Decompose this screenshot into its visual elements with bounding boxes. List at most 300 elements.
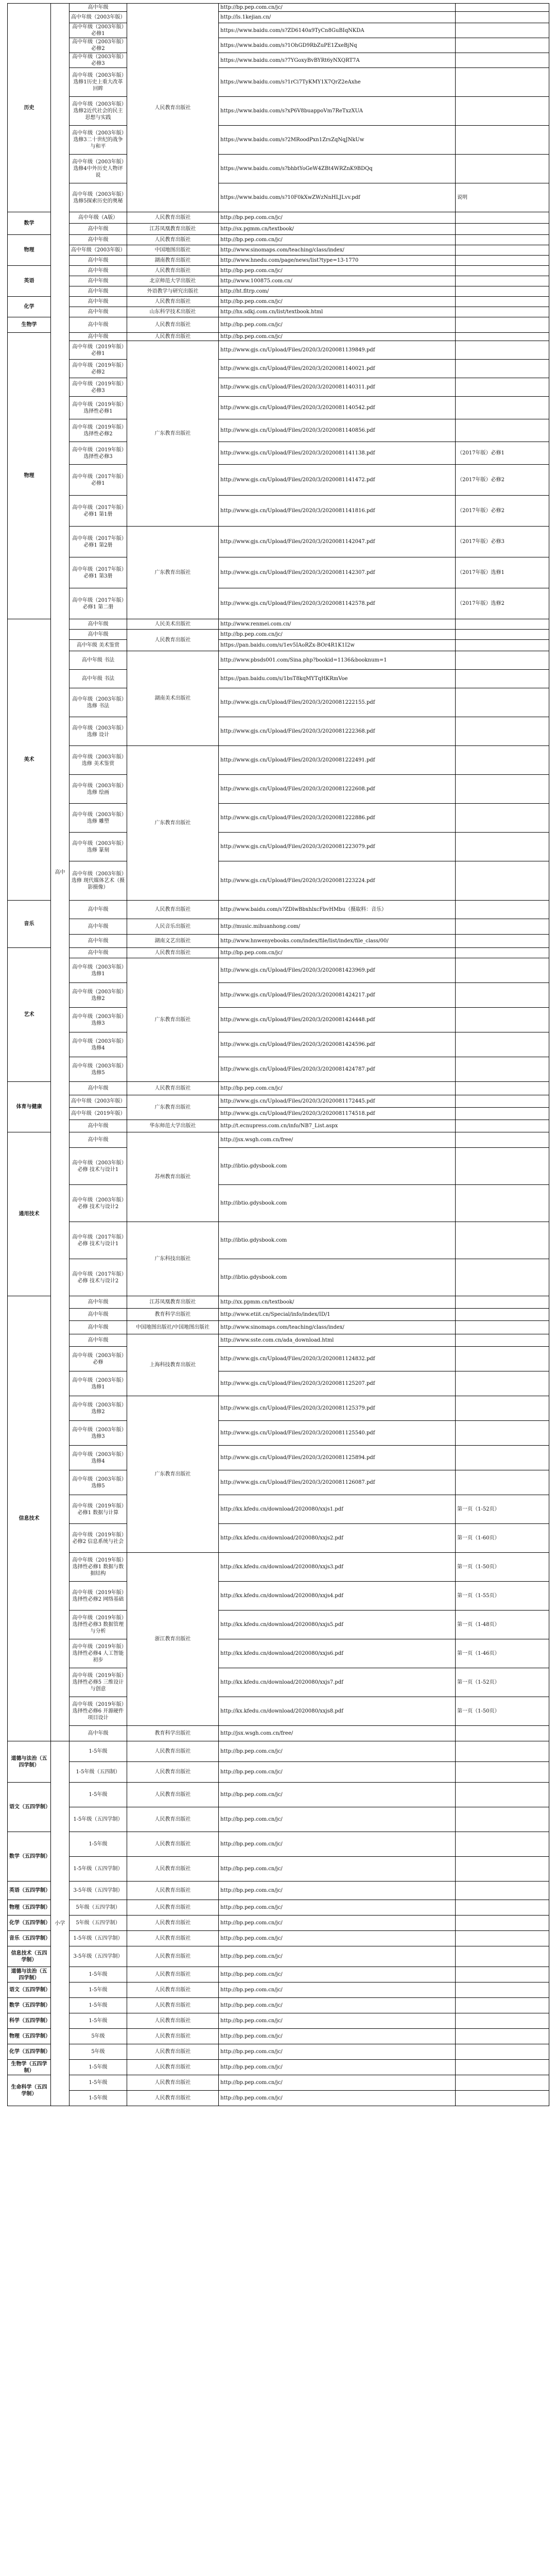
note-cell bbox=[456, 1057, 549, 1082]
resource-link[interactable]: http://bp.pep.com.cn/jc/ bbox=[219, 1857, 456, 1882]
publisher-cell: 人民教育出版社 bbox=[127, 1931, 219, 1946]
resource-link[interactable]: http://kx.kfedu.cn/download/2020080/xxjs2.pdf bbox=[219, 1524, 456, 1553]
textbook-cell: 高中年级（2019年版）选择性必修3 bbox=[70, 442, 127, 465]
resource-link[interactable]: http://www.gjs.cn/Upload/Files/2020/3/2020081424596.pdf bbox=[219, 1032, 456, 1057]
publisher-cell: 人民教育出版社 bbox=[127, 2029, 219, 2044]
note-cell bbox=[456, 53, 549, 68]
resource-link[interactable]: http://bp.pep.com.cn/jc/ bbox=[219, 1998, 456, 2013]
subject-cell: 物理 bbox=[8, 235, 51, 266]
table-row bbox=[8, 1639, 549, 1668]
note-cell bbox=[456, 317, 549, 333]
resource-link[interactable]: http://bp.pep.com.cn/jc/ bbox=[219, 1807, 456, 1832]
table-row bbox=[8, 235, 549, 245]
resource-link[interactable]: http://bp.pep.com.cn/jc/ bbox=[219, 212, 456, 224]
note-cell bbox=[456, 97, 549, 126]
note-cell bbox=[456, 958, 549, 983]
publisher-cell: 人民教育出版社 bbox=[127, 1967, 219, 1982]
note-cell bbox=[456, 619, 549, 630]
table-row bbox=[8, 1762, 549, 1783]
textbook-cell: 高中年级（2003年版）选修1 bbox=[70, 958, 127, 983]
textbook-cell: 3-5年级（五四学制） bbox=[70, 1946, 127, 1967]
table-row bbox=[8, 2091, 549, 2106]
resource-link[interactable]: http://www.gjs.cn/Upload/Files/2020/3/2020081125894.pdf bbox=[219, 1446, 456, 1470]
note-cell bbox=[456, 1783, 549, 1807]
textbook-cell: 1-5年级（五四学制） bbox=[70, 1931, 127, 1946]
resource-link[interactable]: http://www.gjs.cn/Upload/Files/2020/3/2020081222608.pdf bbox=[219, 775, 456, 804]
note-cell bbox=[456, 948, 549, 958]
note-cell bbox=[456, 155, 549, 183]
textbook-cell: 高中年级 bbox=[70, 276, 127, 286]
subject-cell: 化学（五四学制） bbox=[8, 1916, 51, 1931]
resource-link[interactable]: http://www.gjs.cn/Upload/Files/2020/3/2020081140311.pdf bbox=[219, 378, 456, 397]
note-cell: 第一页（1-52页） bbox=[456, 1495, 549, 1524]
table-row bbox=[8, 557, 549, 588]
publisher-cell: 人民教育出版社 bbox=[127, 1082, 219, 1095]
table-row bbox=[8, 256, 549, 266]
resource-link[interactable]: http://kx.kfedu.cn/download/2020080/xxjs5.pdf bbox=[219, 1611, 456, 1639]
subject-cell: 语文（五四学制） bbox=[8, 1783, 51, 1832]
table-row bbox=[8, 2044, 549, 2060]
resource-link[interactable]: https://www.baidu.com/s?1OhGD9RbZuPE1ZxeBjNq bbox=[219, 38, 456, 53]
resource-link[interactable]: http://www.gjs.cn/Upload/Files/2020/3/2020081140021.pdf bbox=[219, 360, 456, 378]
resource-link[interactable]: http://www.gjs.cn/Upload/Files/2020/3/2020081140542.pdf bbox=[219, 397, 456, 419]
resource-link[interactable]: http://kx.kfedu.cn/download/2020080/xxjs1.pdf bbox=[219, 1495, 456, 1524]
resource-link[interactable]: http://www.sinomaps.com/teaching/class/index/ bbox=[219, 1321, 456, 1334]
textbook-cell: 高中年级（2019年版）选择性必修2 bbox=[70, 419, 127, 442]
table-row bbox=[8, 2060, 549, 2075]
resource-link[interactable]: http://www.etiit.cn/Special/info/index/ID/1 bbox=[219, 1309, 456, 1321]
publisher-cell: 北京师范大学出版社 bbox=[127, 276, 219, 286]
table-row bbox=[8, 651, 549, 670]
textbook-cell: 高中年级（2019年版）选择性必修6 开源硬件项目设计 bbox=[70, 1697, 127, 1726]
resource-link[interactable]: https://pan.baidu.com/s/1ev5IAoRZx-BOr4R1K1I2w bbox=[219, 640, 456, 651]
textbook-cell: 高中年级 美术鉴赏 bbox=[70, 640, 127, 651]
resource-link[interactable]: http://www.hnwenyebooks.com/index/file/list/index/file_class/00/ bbox=[219, 935, 456, 948]
note-cell bbox=[456, 1741, 549, 1762]
publisher-cell: 湖南教育出版社 bbox=[127, 256, 219, 266]
resource-link[interactable]: http://www.gjs.cn/Upload/Files/2020/3/2020081125379.pdf bbox=[219, 1396, 456, 1421]
table-row bbox=[8, 155, 549, 183]
textbook-cell: 高中年级（2003年版）选修 雕塑 bbox=[70, 804, 127, 833]
note-cell bbox=[456, 1371, 549, 1396]
publisher-cell: 广东教育出版社 bbox=[127, 341, 219, 527]
table-row bbox=[8, 861, 549, 901]
textbook-cell: 高中年级（2019年版）选择性必修3 数据管理与分析 bbox=[70, 1611, 127, 1639]
textbook-cell: 高中年级（2003年版）选修5 bbox=[70, 1057, 127, 1082]
resource-link[interactable]: http://www.gjs.cn/Upload/Files/2020/3/2020081125207.pdf bbox=[219, 1371, 456, 1396]
textbook-cell: 高中年级 bbox=[70, 1726, 127, 1741]
resource-link[interactable]: http://bp.pep.com.cn/jc/ bbox=[219, 2060, 456, 2075]
note-cell bbox=[456, 235, 549, 245]
table-row bbox=[8, 12, 549, 23]
textbook-cell: 高中年级（2003年版）必修 技术与设计1 bbox=[70, 1148, 127, 1185]
resource-link[interactable]: http://kx.kfedu.cn/download/2020080/xxjs6.pdf bbox=[219, 1639, 456, 1668]
note-cell: （2017年版）必修2 bbox=[456, 496, 549, 527]
note-cell bbox=[456, 1396, 549, 1421]
resource-link[interactable]: http://www.gjs.cn/Upload/Files/2020/3/2020081172445.pdf bbox=[219, 1095, 456, 1108]
textbook-cell: 高中年级（2003年版）选修3 bbox=[70, 1421, 127, 1446]
table-row bbox=[8, 1446, 549, 1470]
subject-cell: 信息技术 bbox=[8, 1296, 51, 1741]
subject-cell: 英语（五四学制） bbox=[8, 1882, 51, 1900]
table-row bbox=[8, 670, 549, 688]
textbook-cell: 高中年级 bbox=[70, 286, 127, 297]
resource-link[interactable]: http://bp.pep.com.cn/jc/ bbox=[219, 1741, 456, 1762]
resource-link[interactable]: http://kx.kfedu.cn/download/2020080/xxjs8.pdf bbox=[219, 1697, 456, 1726]
note-cell bbox=[456, 670, 549, 688]
table-row bbox=[8, 833, 549, 861]
resource-link[interactable]: http://bp.pep.com.cn/jc/ bbox=[219, 630, 456, 640]
textbook-cell: 高中年级（2017年版）必修1 第1册 bbox=[70, 496, 127, 527]
note-cell bbox=[456, 1916, 549, 1931]
note-cell bbox=[456, 983, 549, 1008]
resource-link[interactable]: http://bp.pep.com.cn/jc/ bbox=[219, 266, 456, 276]
table-row bbox=[8, 630, 549, 640]
resource-link[interactable]: http://www.sinomaps.com/teaching/class/index/ bbox=[219, 245, 456, 256]
table-row bbox=[8, 53, 549, 68]
subject-cell: 英语 bbox=[8, 266, 51, 297]
publisher-cell: 人民教育出版社 bbox=[127, 948, 219, 958]
resource-link[interactable]: http://bp.pep.com.cn/jc/ bbox=[219, 317, 456, 333]
resource-link[interactable]: http://www.gjs.cn/Upload/Files/2020/3/2020081140856.pdf bbox=[219, 419, 456, 442]
resource-link[interactable]: http://bp.pep.com.cn/jc/ bbox=[219, 948, 456, 958]
resource-link[interactable]: http://www.gjs.cn/Upload/Files/2020/3/2020081141816.pdf bbox=[219, 496, 456, 527]
subject-cell: 音乐 bbox=[8, 901, 51, 948]
note-cell bbox=[456, 1259, 549, 1296]
note-cell bbox=[456, 833, 549, 861]
resource-link[interactable]: http://www.pbsds001.com/Sina.php?bookid=1136&booknum=1 bbox=[219, 651, 456, 670]
resource-link[interactable]: http://bp.pep.com.cn/jc/ bbox=[219, 1832, 456, 1857]
resource-link[interactable]: http://bp.pep.com.cn/jc/ bbox=[219, 1082, 456, 1095]
resource-link[interactable]: http://bp.pep.com.cn/jc/ bbox=[219, 1762, 456, 1783]
publisher-cell: 人民音乐出版社 bbox=[127, 919, 219, 935]
resource-link[interactable]: http://ls.1kejian.cn/ bbox=[219, 12, 456, 23]
table-row bbox=[8, 2029, 549, 2044]
resource-link[interactable]: http://www.gjs.cn/Upload/Files/2020/3/2020081223079.pdf bbox=[219, 833, 456, 861]
subject-cell: 历史 bbox=[8, 4, 51, 212]
textbook-cell: 高中年级（2003年版）选修 美术鉴赏 bbox=[70, 746, 127, 775]
resource-link[interactable]: https://www.baidu.com/s?7YGoxyBvBYRt6yNXQRT7A bbox=[219, 53, 456, 68]
resource-link[interactable]: http://bp.pep.com.cn/jc/ bbox=[219, 1982, 456, 1998]
table-row bbox=[8, 1916, 549, 1931]
resource-link[interactable]: https://www.baidu.com/s?bhbtYoGeW4ZBt4WRZnK9BDQq bbox=[219, 155, 456, 183]
textbook-cell: 高中年级（2019年版）选择性必修1 bbox=[70, 397, 127, 419]
textbook-cell: 1-5年级 bbox=[70, 2060, 127, 2075]
table-row bbox=[8, 527, 549, 557]
table-row bbox=[8, 245, 549, 256]
textbook-cell: 高中年级（2019年版）选择性必修1 数据与数据结构 bbox=[70, 1553, 127, 1582]
resource-link[interactable]: http://www.gjs.cn/Upload/Files/2020/3/2020081124832.pdf bbox=[219, 1347, 456, 1371]
note-cell bbox=[456, 804, 549, 833]
table-row bbox=[8, 983, 549, 1008]
resource-link[interactable]: http://www.hnedu.com/page/news/list?type=13-1770 bbox=[219, 256, 456, 266]
note-cell bbox=[456, 1446, 549, 1470]
textbook-cell: 高中年级 bbox=[70, 266, 127, 276]
resource-link[interactable]: https://www.baidu.com/s?xP6V8buappoVm7ReTxzXUA bbox=[219, 97, 456, 126]
note-cell bbox=[456, 307, 549, 317]
resource-link[interactable]: http://kx.kfedu.cn/download/2020080/xxjs4.pdf bbox=[219, 1582, 456, 1611]
note-cell bbox=[456, 651, 549, 670]
note-cell: （2017年版）必修1 bbox=[456, 442, 549, 465]
resource-link[interactable]: http://www.gjs.cn/Upload/Files/2020/3/2020081222368.pdf bbox=[219, 717, 456, 746]
resource-link[interactable]: http://ibtio.gdysbook.com bbox=[219, 1148, 456, 1185]
table-row bbox=[8, 1309, 549, 1321]
table-row bbox=[8, 958, 549, 983]
table-row bbox=[8, 333, 549, 341]
publisher-cell: 湖南文艺出版社 bbox=[127, 935, 219, 948]
resource-link[interactable]: https://pan.baidu.com/s/1bsT8kqMYTqHKRmVoe bbox=[219, 670, 456, 688]
note-cell bbox=[456, 717, 549, 746]
subject-cell: 生物学 bbox=[8, 317, 51, 333]
publisher-cell: 教育科学出版社 bbox=[127, 1726, 219, 1741]
resource-link[interactable]: http://kx.kfedu.cn/download/2020080/xxjs7.pdf bbox=[219, 1668, 456, 1697]
resource-link[interactable]: http://www.gjs.cn/Upload/Files/2020/3/2020081424787.pdf bbox=[219, 1057, 456, 1082]
publisher-cell: 湖南美术出版社 bbox=[127, 651, 219, 746]
publisher-cell: 人民教育出版社 bbox=[127, 235, 219, 245]
textbook-cell: 高中年级 bbox=[70, 1082, 127, 1095]
table-row bbox=[8, 1807, 549, 1832]
note-cell bbox=[456, 861, 549, 901]
note-cell bbox=[456, 126, 549, 155]
note-cell: （2017年版）选修1 bbox=[456, 557, 549, 588]
publisher-cell: 广东教育出版社 bbox=[127, 746, 219, 901]
resource-link[interactable]: http://bp.pep.com.cn/jc/ bbox=[219, 1916, 456, 1931]
table-row bbox=[8, 38, 549, 53]
note-cell: 第一页（1-50页） bbox=[456, 1697, 549, 1726]
table-row bbox=[8, 1222, 549, 1259]
publisher-cell: 人民教育出版社 bbox=[127, 1946, 219, 1967]
table-row bbox=[8, 212, 549, 224]
table-row bbox=[8, 1057, 549, 1082]
resource-link[interactable]: http://bp.pep.com.cn/jc/ bbox=[219, 2013, 456, 2029]
table-row bbox=[8, 688, 549, 717]
resource-link[interactable]: https://www.baidu.com/s?1rCi7TyKMY1X7QrZ2eAxhe bbox=[219, 68, 456, 97]
note-cell bbox=[456, 1946, 549, 1967]
note-cell bbox=[456, 688, 549, 717]
resource-link[interactable]: http://ibtio.gdysbook.com bbox=[219, 1222, 456, 1259]
textbook-cell: 1-5年级（五四制） bbox=[70, 1762, 127, 1783]
table-row bbox=[8, 1726, 549, 1741]
resource-link[interactable]: https://www.baidu.com/s?ZD6140a9TyCn8GuBIqNKDA bbox=[219, 23, 456, 38]
resource-link[interactable]: http://music.mihuanhong.com/ bbox=[219, 919, 456, 935]
resource-link[interactable]: http://www.gjs.cn/Upload/Files/2020/3/2020081126087.pdf bbox=[219, 1470, 456, 1495]
resource-link[interactable]: http://ibtio.gdysbook.com bbox=[219, 1185, 456, 1222]
note-cell bbox=[456, 1882, 549, 1900]
table-row bbox=[8, 442, 549, 465]
publisher-cell: 人民教育出版社 bbox=[127, 1762, 219, 1783]
table-row bbox=[8, 1668, 549, 1697]
subject-cell: 数学（五四学制） bbox=[8, 1832, 51, 1882]
note-cell: 第一页（1-50页） bbox=[456, 1553, 549, 1582]
resource-link[interactable]: http://www.gjs.cn/Upload/Files/2020/3/2020081424217.pdf bbox=[219, 983, 456, 1008]
resource-link[interactable]: http://bp.pep.com.cn/jc/ bbox=[219, 1946, 456, 1967]
resource-link[interactable]: http://hx.sdkj.com.cn/list/textbook.html bbox=[219, 307, 456, 317]
resource-link[interactable]: http://bp.pep.com.cn/jc/ bbox=[219, 333, 456, 341]
resource-link[interactable]: http://www.gjs.cn/Upload/Files/2020/3/2020081174518.pdf bbox=[219, 1108, 456, 1120]
note-cell bbox=[456, 12, 549, 23]
textbook-cell: 高中年级 bbox=[70, 224, 127, 235]
note-cell bbox=[456, 1334, 549, 1347]
textbook-cell: 高中年级（2017年版）必修 技术与设计2 bbox=[70, 1259, 127, 1296]
note-cell bbox=[456, 2075, 549, 2091]
note-cell bbox=[456, 935, 549, 948]
subject-cell: 物理（五四学制） bbox=[8, 2029, 51, 2044]
publisher-cell: 中国地图出版社/中国地图出版社 bbox=[127, 1321, 219, 1334]
subject-cell: 通用技术 bbox=[8, 1132, 51, 1296]
table-row bbox=[8, 1697, 549, 1726]
resource-link[interactable]: http://www.gjs.cn/Upload/Files/2020/3/2020081222155.pdf bbox=[219, 688, 456, 717]
textbook-cell: 高中年级（2003年版）选修 书法 bbox=[70, 688, 127, 717]
note-cell bbox=[456, 378, 549, 397]
resource-link[interactable]: http://www.gjs.cn/Upload/Files/2020/3/2020081125540.pdf bbox=[219, 1421, 456, 1446]
table-row bbox=[8, 1783, 549, 1807]
resource-link[interactable]: http://www.gjs.cn/Upload/Files/2020/3/2020081142578.pdf bbox=[219, 588, 456, 619]
subject-cell: 生物学（五四学制） bbox=[8, 2060, 51, 2075]
resource-link[interactable]: https://www.baidu.com/s?10F0kXwZWzNnHLJLvv.pdf bbox=[219, 183, 456, 212]
textbook-cell: 高中年级 bbox=[70, 948, 127, 958]
resource-link[interactable]: http://kx.kfedu.cn/download/2020080/xxjs3.pdf bbox=[219, 1553, 456, 1582]
stage-cell: 高中 bbox=[51, 4, 70, 1741]
note-cell bbox=[456, 2091, 549, 2106]
publisher-cell: 人民教育出版社 bbox=[127, 1832, 219, 1857]
resource-link[interactable]: http://www.renmei.com.cn/ bbox=[219, 619, 456, 630]
textbook-cell: 高中年级（2003年版）选修3 bbox=[70, 1008, 127, 1032]
resource-link[interactable]: https://www.baidu.com/s?2MRoodPxn1ZrsZqNqJNkUw bbox=[219, 126, 456, 155]
resource-link[interactable]: http://ht.fltrp.com/ bbox=[219, 286, 456, 297]
resource-link[interactable]: http://www.100875.com.cn/ bbox=[219, 276, 456, 286]
note-cell bbox=[456, 4, 549, 12]
resource-link[interactable]: http://www.baidu.com/s?ZDlwBbxhlxcFbvHMbu（摄取料：音乐） bbox=[219, 901, 456, 919]
resource-link[interactable]: http://www.gjs.cn/Upload/Files/2020/3/2020081423969.pdf bbox=[219, 958, 456, 983]
note-cell bbox=[456, 341, 549, 360]
textbook-cell: 1-5年级 bbox=[70, 2013, 127, 2029]
resource-link[interactable]: http://bp.pep.com.cn/jc/ bbox=[219, 2091, 456, 2106]
textbook-cell: 高中年级（2003年版）选修 设计 bbox=[70, 717, 127, 746]
note-cell bbox=[456, 1347, 549, 1371]
table-row bbox=[8, 1296, 549, 1309]
table-row bbox=[8, 1108, 549, 1120]
note-cell bbox=[456, 1108, 549, 1120]
table-row bbox=[8, 1396, 549, 1421]
resource-link[interactable]: http://www.sste.com.cn/ada_download.html bbox=[219, 1334, 456, 1347]
publisher-cell: 山东科学技术出版社 bbox=[127, 307, 219, 317]
textbook-cell: 5年级 bbox=[70, 2044, 127, 2060]
note-cell bbox=[456, 286, 549, 297]
table-row bbox=[8, 2075, 549, 2091]
publisher-cell: 人民教育出版社 bbox=[127, 297, 219, 307]
textbook-cell: 高中年级（2003年版）选修4中外历史人物评说 bbox=[70, 155, 127, 183]
note-cell: （2017年版）选修2 bbox=[456, 588, 549, 619]
resource-link[interactable]: http://www.gjs.cn/Upload/Files/2020/3/2020081142307.pdf bbox=[219, 557, 456, 588]
note-cell: 第一页（1-60页） bbox=[456, 1524, 549, 1553]
publisher-cell: 广东教育出版社 bbox=[127, 1095, 219, 1120]
resource-link[interactable]: http://jsx.wsgh.com.cn/free/ bbox=[219, 1132, 456, 1148]
textbook-cell: 高中年级 bbox=[70, 1334, 127, 1347]
resource-link[interactable]: http://bp.pep.com.cn/jc/ bbox=[219, 1882, 456, 1900]
textbook-cell: 高中年级（A版） bbox=[70, 212, 127, 224]
resource-link[interactable]: http://sx.pgmm.cn/textbook/ bbox=[219, 224, 456, 235]
table-row bbox=[8, 68, 549, 97]
resource-link[interactable]: http://jsx.wsgh.com.cn/free/ bbox=[219, 1726, 456, 1741]
note-cell bbox=[456, 23, 549, 38]
resource-link[interactable]: http://bp.pep.com.cn/jc/ bbox=[219, 2075, 456, 2091]
textbook-cell: 高中年级（2003年版）选修 绘画 bbox=[70, 775, 127, 804]
resource-link[interactable]: http://bp.pep.com.cn/jc/ bbox=[219, 4, 456, 12]
note-cell bbox=[456, 1470, 549, 1495]
textbook-cell: 高中年级（2003年版）选修5 bbox=[70, 1470, 127, 1495]
note-cell bbox=[456, 1032, 549, 1057]
note-cell bbox=[456, 1309, 549, 1321]
resource-link[interactable]: http://www.gjs.cn/Upload/Files/2020/3/2020081141472.pdf bbox=[219, 465, 456, 496]
resource-link[interactable]: http://www.gjs.cn/Upload/Files/2020/3/2020081139849.pdf bbox=[219, 341, 456, 360]
resource-link[interactable]: http://www.gjs.cn/Upload/Files/2020/3/2020081142047.pdf bbox=[219, 527, 456, 557]
textbook-cell: 高中年级（2019年版）必修1 数据与计算 bbox=[70, 1495, 127, 1524]
resource-link[interactable]: http://bp.pep.com.cn/jc/ bbox=[219, 1931, 456, 1946]
resource-link[interactable]: http://www.gjs.cn/Upload/Files/2020/3/2020081424448.pdf bbox=[219, 1008, 456, 1032]
subject-cell: 数学 bbox=[8, 212, 51, 235]
subject-cell: 艺术 bbox=[8, 948, 51, 1082]
textbook-cell: 高中年级 bbox=[70, 1309, 127, 1321]
resource-link[interactable]: http://ibtio.gdysbook.com bbox=[219, 1259, 456, 1296]
resource-link[interactable]: http://www.gjs.cn/Upload/Files/2020/3/2020081223224.pdf bbox=[219, 861, 456, 901]
table-row bbox=[8, 640, 549, 651]
table-row bbox=[8, 397, 549, 419]
resource-link[interactable]: http://www.gjs.cn/Upload/Files/2020/3/2020081222491.pdf bbox=[219, 746, 456, 775]
table-row bbox=[8, 465, 549, 496]
publisher-cell: 人民教育出版社 bbox=[127, 1882, 219, 1900]
table-row bbox=[8, 307, 549, 317]
note-cell bbox=[456, 1982, 549, 1998]
resource-link[interactable]: http://bp.pep.com.cn/jc/ bbox=[219, 1783, 456, 1807]
resource-link[interactable]: http://bp.pep.com.cn/jc/ bbox=[219, 2029, 456, 2044]
note-cell bbox=[456, 2013, 549, 2029]
subject-cell: 音乐（五四学制） bbox=[8, 1931, 51, 1946]
resource-link[interactable]: http://www.gjs.cn/Upload/Files/2020/3/2020081222886.pdf bbox=[219, 804, 456, 833]
publisher-cell: 人民教育出版社 bbox=[127, 1982, 219, 1998]
note-cell bbox=[456, 2029, 549, 2044]
subject-cell: 语文（五四学制） bbox=[8, 1982, 51, 1998]
note-cell bbox=[456, 1967, 549, 1982]
resource-link[interactable]: http://bp.pep.com.cn/jc/ bbox=[219, 2044, 456, 2060]
subject-cell: 科学（五四学制） bbox=[8, 2013, 51, 2029]
resource-link[interactable]: http://t.ecnupress.com.cn/info/NB7_List.aspx bbox=[219, 1120, 456, 1132]
textbook-cell: 高中年级（2003年版）必修1 bbox=[70, 23, 127, 38]
publisher-cell: 人民教育出版社 bbox=[127, 901, 219, 919]
table-row bbox=[8, 126, 549, 155]
table-row bbox=[8, 1185, 549, 1222]
subject-cell: 物理 bbox=[8, 333, 51, 619]
textbook-cell: 高中年级（2017年版）必修1 bbox=[70, 465, 127, 496]
textbook-cell: 高中年级 bbox=[70, 901, 127, 919]
resource-link[interactable]: http://bp.pep.com.cn/jc/ bbox=[219, 1967, 456, 1982]
note-cell bbox=[456, 919, 549, 935]
publisher-cell: 人民教育出版社 bbox=[127, 266, 219, 276]
table-row bbox=[8, 496, 549, 527]
resource-link[interactable]: http://bp.pep.com.cn/jc/ bbox=[219, 1900, 456, 1916]
textbook-cell: 3-5年级（五四学制） bbox=[70, 1882, 127, 1900]
note-cell bbox=[456, 212, 549, 224]
textbook-cell: 1-5年级（五四学制） bbox=[70, 1807, 127, 1832]
publisher-cell: 人民教育出版社 bbox=[127, 1900, 219, 1916]
resource-link[interactable]: http://www.gjs.cn/Upload/Files/2020/3/2020081141138.pdf bbox=[219, 442, 456, 465]
textbook-cell: 高中年级（2003年版）选修4 bbox=[70, 1446, 127, 1470]
table-row bbox=[8, 619, 549, 630]
subject-cell: 体育与健康 bbox=[8, 1082, 51, 1132]
resource-link[interactable]: http://bp.pep.com.cn/jc/ bbox=[219, 297, 456, 307]
table-row bbox=[8, 775, 549, 804]
resource-link[interactable]: http://bp.pep.com.cn/jc/ bbox=[219, 235, 456, 245]
resource-link[interactable]: http://xx.ppmm.cn/textbook/ bbox=[219, 1296, 456, 1309]
